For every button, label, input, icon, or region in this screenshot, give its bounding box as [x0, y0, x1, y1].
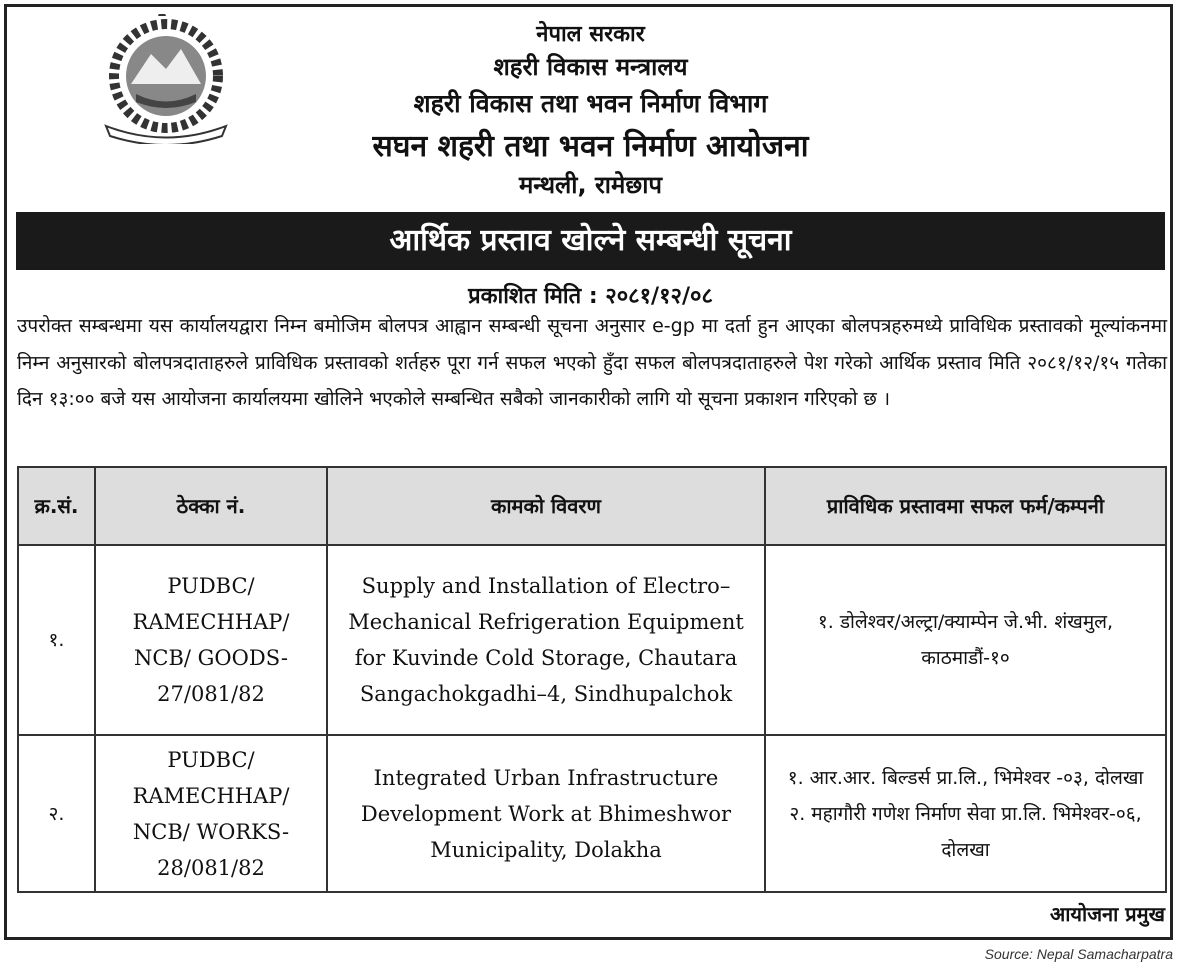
signature: आयोजना प्रमुख [1049, 902, 1165, 926]
bids-table [17, 466, 1167, 893]
row-sn: २. [18, 735, 95, 892]
row-firms [765, 545, 1166, 735]
row-sn: १. [18, 545, 95, 735]
source-credit: Source: Nepal Samacharpatra [984, 946, 1173, 962]
col-firms: प्राविधिक प्रस्तावमा सफल फर्म/कम्पनी [765, 467, 1166, 545]
firm: १. आर.आर. बिल्डर्स प्रा.लि., भिमेश्वर -०३, दोलखा [787, 766, 1144, 789]
table-row [18, 735, 1166, 892]
notice-title: आर्थिक प्रस्ताव खोल्ने सम्बन्धी सूचना [16, 212, 1165, 270]
table-header-row [18, 467, 1166, 545]
row-description: Supply and Installation of Electro–Mechanical Refrigeration Equipment for Kuvinde Cold Storage, Chautara Sangachokgadhi–4, Sindhupalchok [327, 545, 765, 735]
row-contract: PUDBC/ RAMECHHAP/ NCB/ WORKS-28/081/82 [95, 735, 327, 892]
col-description: कामको विवरण [327, 467, 765, 545]
published-date: प्रकाशित मिति : २०८१/१२/०८ [468, 284, 713, 309]
header-line-1: नेपाल सरकार [536, 22, 645, 47]
firm: २. महागौरी गणेश निर्माण सेवा प्रा.लि. भिमेश्वर-०६, दोलखा [789, 802, 1142, 861]
table-row [18, 545, 1166, 735]
col-sn: क्र.सं. [18, 467, 95, 545]
notice-body: उपरोक्त सम्बन्धमा यस कार्यालयद्वारा निम्न बमोजिम बोलपत्र आह्वान सम्बन्धी सूचना अनुसार e-gp मा दर्ता हुन आएका बोलपत्रहरुमध्ये प्राविधिक प्रस्तावको मूल्यांकनमा निम्न अनुसारको बोलपत्रदाताहरुले प्राविधिक प्रस्तावको शर्तहरु पूरा गर्न सफल भएको हुँदा सफल बोलपत्रदाताहरुले पेश गरेको आर्थिक प्रस्ताव मिति २०८१/१२/१५ गतेका दिन १३:०० बजे यस आयोजना कार्यालयमा खोलिने भएकोले सम्बन्धित सबैको जानकारीको लागि यो सूचना प्रकाशन गरिएको छ । [17, 315, 1167, 410]
row-description: Integrated Urban Infrastructure Development Work at Bhimeshwor Municipality, Dolakha [327, 735, 765, 892]
header-ministry: शहरी विकास मन्त्रालय [493, 53, 688, 81]
firm: १. डोलेश्वर/अल्ट्रा/क्याम्पेन जे.भी. शंखमुल, काठमाडौं-१० [817, 611, 1114, 669]
row-contract: PUDBC/ RAMECHHAP/ NCB/ GOODS-27/081/82 [95, 545, 327, 735]
row-firms [765, 735, 1166, 892]
header-project: सघन शहरी तथा भवन निर्माण आयोजना [372, 129, 809, 164]
col-contract: ठेक्का नं. [95, 467, 327, 545]
header-department: शहरी विकास तथा भवन निर्माण विभाग [413, 89, 768, 118]
header-location: मन्थली, रामेछाप [518, 171, 663, 199]
